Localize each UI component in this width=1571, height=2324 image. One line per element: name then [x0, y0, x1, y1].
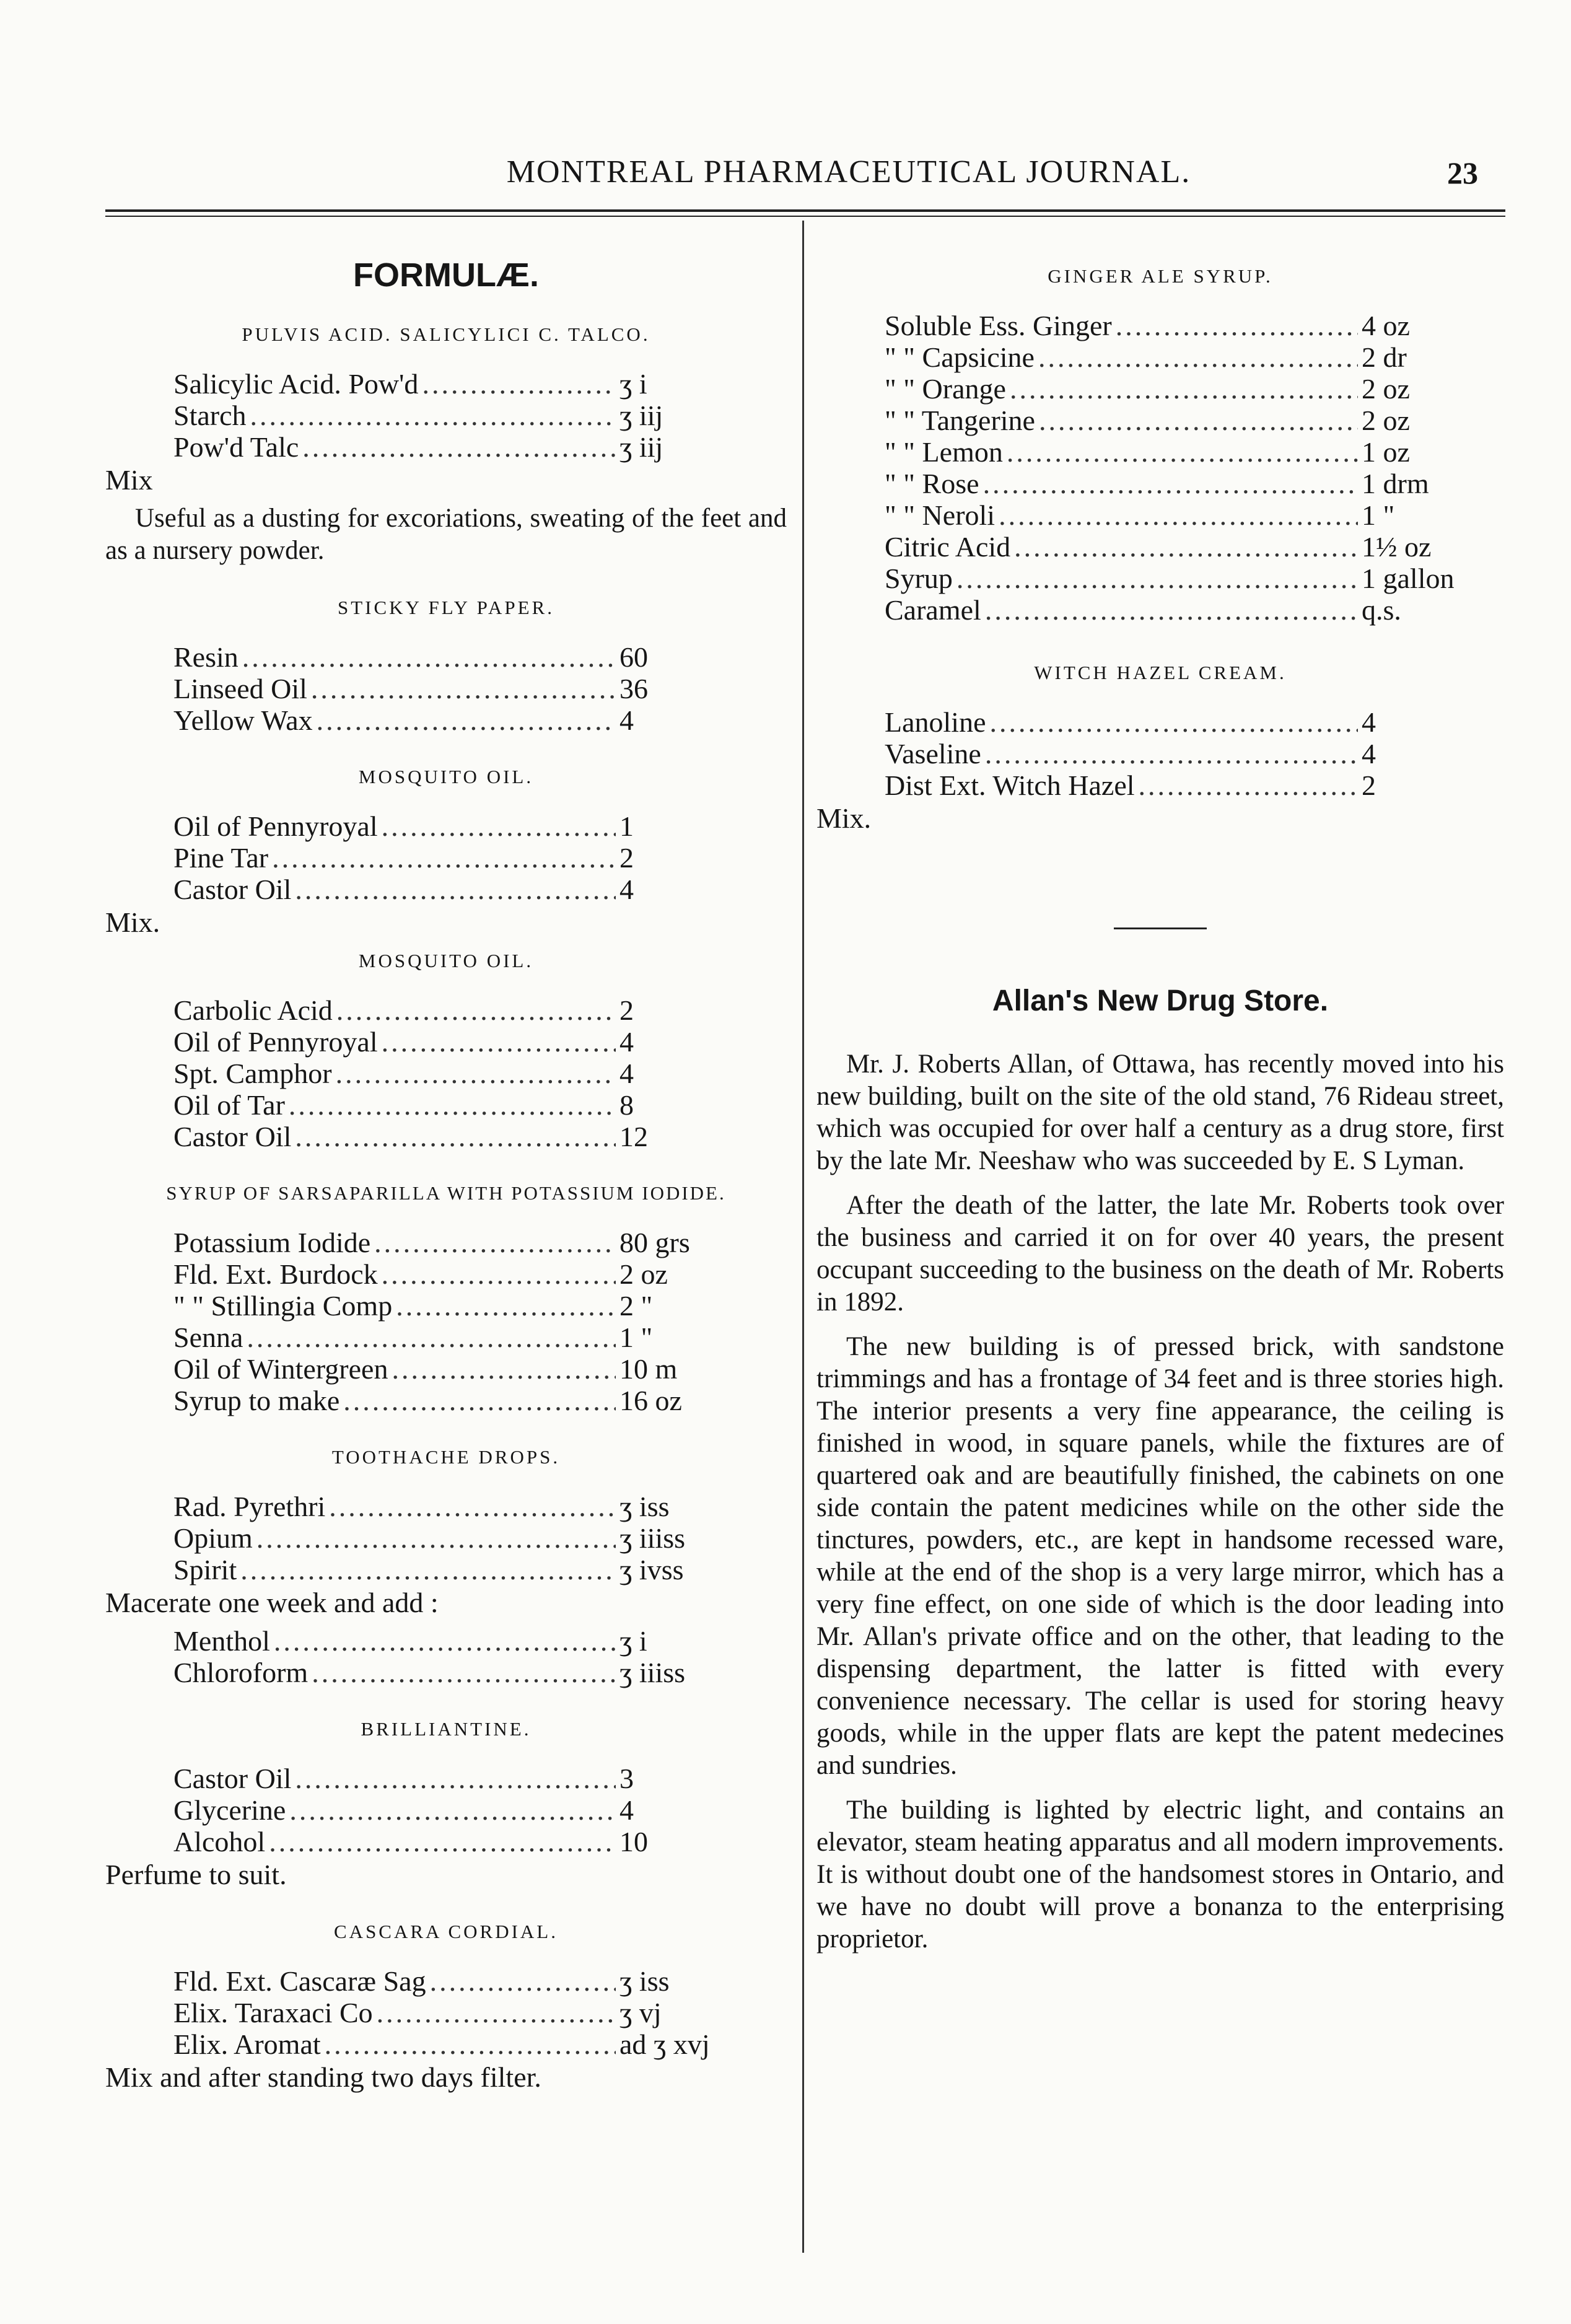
recipe-title: PULVIS ACID. SALICYLICI C. TALCO. — [242, 323, 650, 345]
ingredient-qty: 2 oz — [1362, 373, 1410, 405]
ingredient-row — [816, 468, 1504, 499]
dot-leader — [382, 1026, 616, 1058]
ingredient-name: " " Lemon — [885, 436, 1003, 468]
ingredient-row — [105, 400, 787, 431]
dot-leader — [302, 431, 616, 463]
ingredient-name: Starch — [173, 400, 247, 431]
ingredient-name: Lanoline — [885, 706, 986, 738]
ingredient-row — [105, 1089, 787, 1121]
directions: Macerate one week and add : — [105, 1587, 439, 1618]
ingredient-name: Oil of Pennyroyal — [173, 810, 378, 842]
ingredient-qty: 2 oz — [1362, 405, 1410, 436]
ingredient-row — [105, 1657, 787, 1688]
ingredient-qty: ʒ iiiss — [619, 1522, 686, 1554]
recipe-title: TOOTHACHE DROPS. — [331, 1446, 561, 1468]
ingredient-name: Alcohol — [173, 1826, 266, 1857]
ingredient-qty: q.s. — [1362, 594, 1401, 626]
ingredient-row — [105, 1826, 787, 1857]
ingredient-qty: ʒ i — [619, 368, 647, 400]
ingredient-row — [816, 405, 1504, 436]
directions: Mix and after standing two days filter. — [105, 2061, 541, 2093]
ingredient-qty: 60 — [619, 641, 648, 673]
ingredient-list — [105, 810, 787, 905]
dot-leader — [311, 673, 616, 705]
dot-leader — [392, 1353, 616, 1385]
ingredient-row — [105, 1353, 787, 1385]
ingredient-name: Linseed Oil — [173, 673, 307, 704]
dot-leader — [1010, 373, 1358, 405]
article-title: Allan's New Drug Store. — [992, 984, 1329, 1017]
dot-leader — [256, 1522, 616, 1554]
ingredient-row — [105, 1522, 787, 1554]
dot-leader — [396, 1290, 616, 1322]
ingredient-name: Oil of Pennyroyal — [173, 1026, 378, 1058]
directions: Mix — [105, 464, 153, 496]
ingredient-name: Salicylic Acid. Pow'd — [173, 368, 419, 400]
ingredient-qty: 4 — [619, 1794, 634, 1826]
ingredient-qty: 8 — [619, 1089, 634, 1121]
running-head: MONTREAL PHARMACEUTICAL JOURNAL. — [506, 154, 1191, 190]
ingredient-row — [105, 1322, 787, 1353]
ingredient-qty: ʒ iij — [619, 400, 663, 431]
ingredient-row — [816, 770, 1504, 801]
ingredient-name: Glycerine — [173, 1794, 286, 1826]
ingredient-row — [816, 563, 1504, 594]
recipe-title: STICKY FLY PAPER. — [338, 597, 554, 618]
dot-leader — [382, 1258, 616, 1291]
ingredient-row — [816, 341, 1504, 373]
header-rule — [105, 209, 1505, 212]
directions: Mix. — [105, 906, 160, 938]
article-paragraph: Mr. J. Roberts Allan, of Ottawa, has recently moved into his new building, built on the site of the old stand, 76 Rideau street, which was occupied for over half a century as a drug store, first by the late Mr. Neeshaw who was succeeded by E. S Lyman. — [816, 1050, 1504, 1175]
ingredient-qty: 4 — [1362, 706, 1376, 738]
ingredient-row — [816, 738, 1504, 770]
ingredient-name: " " Tangerine — [885, 405, 1035, 436]
ingredient-row — [816, 594, 1504, 626]
ingredient-list — [816, 310, 1504, 626]
dot-leader — [430, 1965, 616, 1997]
ingredient-name: Vaseline — [885, 738, 981, 770]
dot-leader — [343, 1385, 616, 1417]
dot-leader — [1139, 770, 1358, 802]
ingredient-row — [105, 1258, 787, 1290]
dot-leader — [250, 400, 616, 432]
directions: Perfume to suit. — [105, 1859, 287, 1890]
ingredient-name: Caramel — [885, 594, 981, 626]
ingredient-row — [105, 673, 787, 704]
ingredient-name: Spt. Camphor — [173, 1058, 332, 1089]
ingredient-qty: 10 m — [619, 1353, 678, 1385]
ingredient-row — [105, 1763, 787, 1794]
ingredient-name: Oil of Wintergreen — [173, 1353, 388, 1385]
dot-leader — [1014, 531, 1358, 563]
ingredient-list — [105, 1625, 787, 1688]
ingredient-qty: 2 — [619, 994, 634, 1026]
ingredient-name: Oil of Tar — [173, 1089, 285, 1121]
dot-leader — [240, 1554, 616, 1586]
ingredient-qty: 1½ oz — [1362, 531, 1432, 563]
ingredient-row — [105, 1625, 787, 1657]
recipe-title: MOSQUITO OIL. — [358, 766, 534, 787]
ingredient-qty: 1 gallon — [1362, 563, 1455, 594]
ingredient-qty: 2 dr — [1362, 341, 1407, 373]
dot-leader — [422, 368, 616, 400]
ingredient-qty: ad ʒ xvj — [619, 2028, 710, 2060]
ingredient-row — [105, 1290, 787, 1322]
ingredient-qty: 80 grs — [619, 1227, 690, 1258]
ingredient-qty: ʒ ivss — [619, 1554, 684, 1585]
ingredient-row — [105, 1554, 787, 1585]
ingredient-row — [816, 499, 1504, 531]
ingredient-row — [105, 704, 787, 736]
ingredient-list — [816, 706, 1504, 801]
ingredient-row — [105, 1121, 787, 1152]
ingredient-qty: ʒ i — [619, 1625, 647, 1657]
ingredient-row — [105, 1491, 787, 1522]
ingredient-name: Spirit — [173, 1554, 237, 1585]
dot-leader — [1038, 341, 1358, 374]
ingredient-qty: 12 — [619, 1121, 648, 1152]
ingredient-name: " " Orange — [885, 373, 1006, 405]
ingredient-row — [816, 706, 1504, 738]
ingredient-qty: ʒ vj — [619, 1997, 662, 2028]
dot-leader — [289, 1794, 616, 1826]
ingredient-list — [105, 1227, 787, 1416]
ingredient-name: Elix. Taraxaci Co — [173, 1997, 373, 2028]
ingredient-qty: 1 " — [1362, 499, 1395, 531]
ingredient-name: Dist Ext. Witch Hazel — [885, 770, 1135, 801]
ingredient-qty: ʒ iss — [619, 1965, 670, 1997]
ingredient-list — [105, 994, 787, 1152]
ingredient-name: Fld. Ext. Cascaræ Sag — [173, 1965, 426, 1997]
ingredient-list — [105, 1763, 787, 1857]
ingredient-name: Chloroform — [173, 1657, 309, 1688]
ingredient-qty: 1 oz — [1362, 436, 1410, 468]
ingredient-name: Syrup to make — [173, 1385, 340, 1416]
recipe-title: BRILLIANTINE. — [361, 1718, 532, 1740]
ingredient-name: Syrup — [885, 563, 953, 594]
dot-leader — [985, 594, 1358, 626]
article-paragraph: The new building is of pressed brick, with sandstone trimmings and has a frontage of 34 feet and is three stories high. The interior presents a very fine appearance, the ceiling is finished in wood, in square panels, while the fixtures are of quartered oak and are beautifully finished, the cabinets on one side contain the patent medicines while on the other side the tinctures, powders, etc., are kept in handsome recessed ware, while at the end of the shop is a very large mirror, which has a very fine effect, on one side of which is the door leading into Mr. Allan's private office and on the other, that leading to the dispensing department, the latter is fitted with every convenience necessary. The cellar is used for storing heavy goods, while in the upper flats are kept the patent medecines and sundries. — [816, 1332, 1504, 1780]
ingredient-qty: 4 — [619, 1026, 634, 1058]
ingredient-name: " " Stillingia Comp — [173, 1290, 393, 1322]
dot-leader — [295, 874, 616, 906]
left-column — [105, 223, 787, 2100]
recipe-title: WITCH HAZEL CREAM. — [1034, 662, 1287, 683]
ingredient-row — [816, 310, 1504, 341]
dot-leader — [377, 1997, 616, 2029]
ingredient-qty: 3 — [619, 1763, 634, 1794]
ingredient-row — [105, 431, 787, 463]
ingredient-qty: 1 — [619, 810, 634, 842]
ingredient-name: Pow'd Talc — [173, 431, 299, 463]
ingredient-row — [816, 436, 1504, 468]
ingredient-row — [105, 2028, 787, 2060]
ingredient-row — [105, 1997, 787, 2028]
ingredient-name: Opium — [173, 1522, 253, 1554]
ingredient-row — [105, 842, 787, 874]
dot-leader — [336, 1058, 616, 1090]
ingredient-qty: 16 oz — [619, 1385, 682, 1416]
ingredient-qty: 2 oz — [619, 1258, 668, 1290]
dot-leader — [985, 738, 1358, 770]
ingredient-name: Potassium Iodide — [173, 1227, 371, 1258]
ingredient-qty: 36 — [619, 673, 648, 704]
ingredient-name: Castor Oil — [173, 1763, 292, 1794]
ingredient-list — [105, 641, 787, 736]
ingredient-qty: 2 — [619, 842, 634, 874]
ingredient-qty: 1 drm — [1362, 468, 1429, 499]
dot-leader — [295, 1121, 616, 1153]
ingredient-qty: 10 — [619, 1826, 648, 1857]
dot-leader — [317, 704, 616, 737]
directions: Mix. — [816, 802, 872, 834]
dot-leader — [269, 1826, 616, 1858]
recipe-title: GINGER ALE SYRUP. — [1048, 265, 1273, 287]
section-title: FORMULÆ. — [353, 257, 539, 294]
ingredient-name: " " Rose — [885, 468, 979, 499]
dot-leader — [999, 499, 1358, 532]
dot-leader — [1116, 310, 1358, 342]
article-paragraph: The building is lighted by electric light, and contains an elevator, steam heating apparatus and all modern improvements. It is without doubt one of the handsomest stores in Ontario, and we have no doubt will prove a bonanza to the enterprising proprietor. — [816, 1796, 1504, 1953]
ingredient-row — [105, 641, 787, 673]
ingredient-row — [105, 1385, 787, 1416]
ingredient-name: " " Capsicine — [885, 341, 1035, 373]
ingredient-qty: ʒ iss — [619, 1491, 670, 1522]
ingredient-qty: 4 — [619, 874, 634, 905]
ingredient-row — [105, 994, 787, 1026]
ingredient-name: Castor Oil — [173, 1121, 292, 1152]
recipe-title: CASCARA CORDIAL. — [334, 1921, 558, 1942]
dot-leader — [1007, 436, 1358, 468]
ingredient-list — [105, 1965, 787, 2060]
dot-leader — [312, 1657, 616, 1689]
dot-leader — [295, 1763, 616, 1795]
dot-leader — [247, 1322, 616, 1354]
dot-leader — [274, 1625, 616, 1657]
ingredient-qty: 4 — [1362, 738, 1376, 770]
ingredient-row — [105, 810, 787, 842]
dot-leader — [329, 1491, 616, 1523]
article-paragraph: After the death of the latter, the late Mr. Roberts took over the business and carried it on for over 40 years, the present occupant succeeding to the business on the death of Mr. Roberts in 1892. — [816, 1191, 1504, 1317]
ingredient-row — [105, 874, 787, 905]
ingredient-row — [105, 1965, 787, 1997]
recipe-note: Useful as a dusting for excoriations, sweating of the feet and as a nursery powder. — [105, 504, 787, 565]
column-divider — [802, 221, 804, 2253]
ingredient-name: Carbolic Acid — [173, 994, 333, 1026]
ingredient-name: Menthol — [173, 1625, 270, 1657]
dot-leader — [336, 994, 616, 1027]
right-column — [816, 223, 1504, 1968]
ingredient-name: Castor Oil — [173, 874, 292, 905]
ingredient-qty: ʒ iij — [619, 431, 663, 463]
ingredient-row — [105, 1794, 787, 1826]
ingredient-qty: 2 — [1362, 770, 1376, 801]
dot-leader — [325, 2028, 616, 2061]
dot-leader — [983, 468, 1358, 500]
dot-leader — [990, 706, 1359, 739]
page-number: 23 — [1447, 156, 1478, 190]
recipe-title: SYRUP OF SARSAPARILLA WITH POTASSIUM IODIDE. — [166, 1182, 726, 1204]
ingredient-qty: 1 " — [619, 1322, 653, 1353]
ingredient-name: " " Neroli — [885, 499, 996, 531]
dot-leader — [382, 810, 616, 843]
ingredient-row — [105, 368, 787, 400]
header-rule-thin — [105, 216, 1505, 217]
ingredient-name: Yellow Wax — [173, 704, 313, 736]
ingredient-name: Resin — [173, 641, 238, 673]
ingredient-row — [816, 373, 1504, 405]
ingredient-list — [105, 1491, 787, 1585]
ingredient-qty: 4 oz — [1362, 310, 1410, 341]
ingredient-qty: 4 — [619, 704, 634, 736]
dot-leader — [1039, 405, 1358, 437]
ingredient-name: Fld. Ext. Burdock — [173, 1258, 378, 1290]
dot-leader — [956, 563, 1358, 595]
ingredient-name: Senna — [173, 1322, 243, 1353]
ingredient-name: Citric Acid — [885, 531, 1011, 563]
ingredient-list — [105, 368, 787, 463]
dot-leader — [272, 842, 616, 874]
ingredient-qty: 2 " — [619, 1290, 653, 1322]
ingredient-name: Soluble Ess. Ginger — [885, 310, 1112, 341]
ingredient-row — [105, 1058, 787, 1089]
ingredient-name: Pine Tar — [173, 842, 269, 874]
ingredient-qty: ʒ iiiss — [619, 1657, 686, 1688]
ingredient-name: Rad. Pyrethri — [173, 1491, 326, 1522]
dot-leader — [242, 641, 616, 673]
ingredient-row — [105, 1227, 787, 1258]
section-separator — [1114, 927, 1207, 929]
ingredient-qty: 4 — [619, 1058, 634, 1089]
dot-leader — [374, 1227, 616, 1259]
ingredient-row — [105, 1026, 787, 1058]
recipe-title: MOSQUITO OIL. — [358, 950, 534, 971]
ingredient-name: Elix. Aromat — [173, 2028, 321, 2060]
dot-leader — [289, 1089, 616, 1121]
ingredient-row — [816, 531, 1504, 563]
